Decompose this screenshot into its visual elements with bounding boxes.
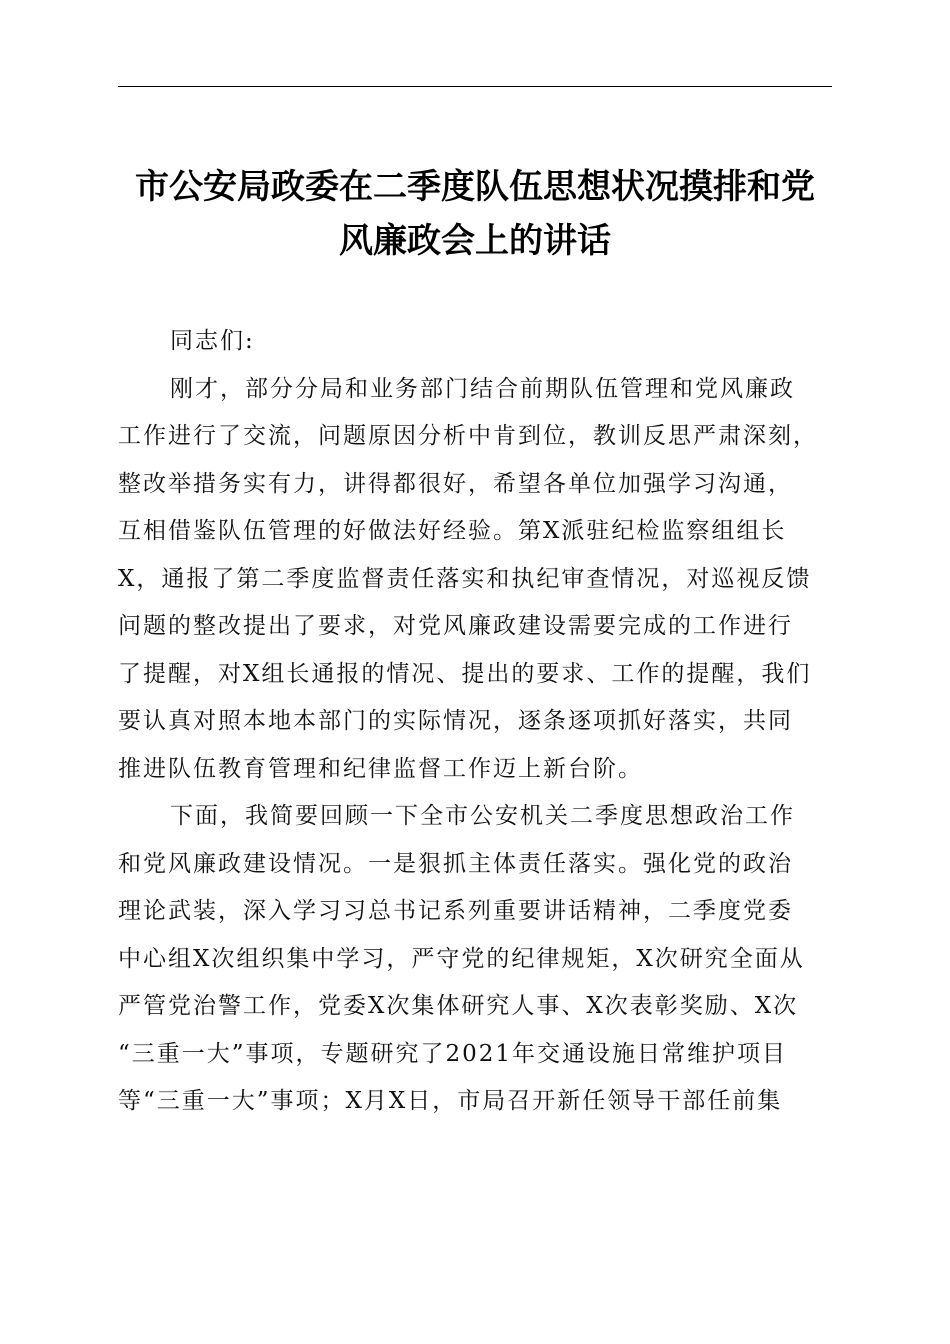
paragraph-1: [118, 366, 832, 794]
paragraph-line: 问题的整改提出了要求，对党风廉政建设需要完成的工作进行: [118, 613, 793, 639]
document-title: [110, 160, 840, 268]
paragraph-line: 严管党治警工作，党委X次集体研究人事、X次表彰奖励、X次: [118, 993, 799, 1019]
paragraph-2: [118, 793, 832, 1126]
paragraph-line: 了提醒，对X组长通报的情况、提出的要求、工作的提醒，我们: [118, 660, 812, 687]
header-rule: [118, 86, 832, 87]
paragraph-line: 要认真对照本地本部门的实际情况，逐条逐项抓好落实，共同: [118, 708, 793, 734]
paragraph-line: X，通报了第二季度监督责任落实和执纪审查情况，对巡视反馈: [118, 565, 812, 592]
paragraph-line: 和党风廉政建设情况。一是狠抓主体责任落实。强化党的政治: [118, 850, 793, 877]
paragraph-line: 工作进行了交流，问题原因分析中肯到位，教训反思严肃深刻，: [118, 423, 818, 449]
paragraph-line: 理论武装，深入学习习总书记系列重要讲话精神，二季度党委: [118, 898, 793, 924]
paragraph-line: 刚才，部分分局和业务部门结合前期队伍管理和党风廉政: [170, 375, 795, 402]
greeting: 同志们:: [170, 328, 255, 354]
paragraph-line: “三重一大”事项，专题研究了2021年交通设施日常维护项目: [118, 1040, 788, 1067]
paragraph-line: 等“三重一大”事项；X月X日，市局召开新任领导干部任前集: [118, 1088, 783, 1114]
paragraph-line: 整改举措务实有力，讲得都很好，希望各单位加强学习沟通，: [118, 470, 793, 497]
paragraph-line: 下面，我简要回顾一下全市公安机关二季度思想政治工作: [170, 803, 795, 829]
paragraph-line: 推进队伍教育管理和纪律监督工作迈上新台阶。: [118, 755, 643, 782]
paragraph-line: 中心组X次组织集中学习，严守党的纪律规矩，X次研究全面从: [118, 945, 805, 972]
paragraph-line: 互相借鉴队伍管理的好做法好经验。第X派驻纪检监察组组长: [118, 518, 787, 544]
document-body: [118, 318, 832, 1126]
title-line: 市公安局政委在二季度队伍思想状况摸排和党: [135, 167, 815, 207]
title-line: 风廉政会上的讲话: [339, 221, 611, 261]
